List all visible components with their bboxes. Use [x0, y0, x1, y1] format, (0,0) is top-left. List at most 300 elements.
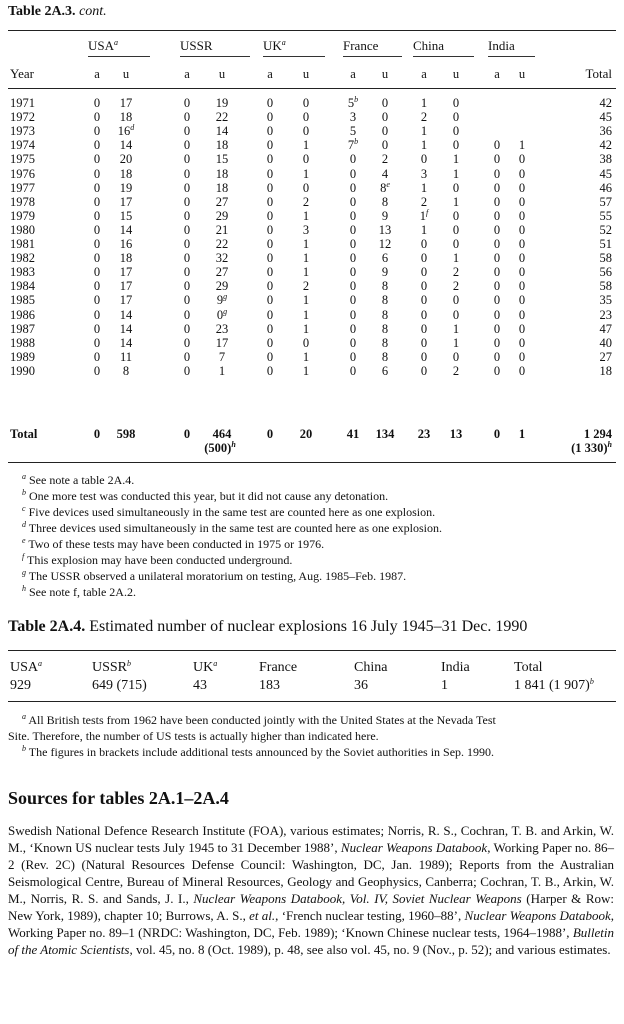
- table-2a4-bottom-rule: [8, 701, 616, 702]
- row-cell: 0: [452, 293, 460, 308]
- summary-value: 929: [10, 678, 31, 693]
- row-cell: 18: [215, 166, 229, 181]
- row-cell: 2: [381, 152, 389, 167]
- row-cell: 6: [381, 251, 389, 266]
- row-year: 1982: [10, 251, 35, 266]
- table-row: [0, 364, 624, 378]
- row-cell: 0: [183, 335, 191, 350]
- summary-value: 36: [354, 678, 368, 693]
- row-cell: 8e: [380, 179, 390, 195]
- total-cell: 0: [266, 427, 274, 441]
- row-cell: 1: [302, 363, 310, 378]
- row-cell: 0: [493, 293, 501, 308]
- sub-header-a: a: [184, 67, 190, 81]
- row-cell: 0: [183, 363, 191, 378]
- source-text: , ‘French nuclear testing, 1960–88’,: [275, 908, 465, 923]
- row-cell: 1$^f$: [419, 207, 429, 223]
- row-cell: 0: [420, 152, 428, 167]
- row-cell: 9$^g$: [216, 292, 228, 308]
- row-cell: 1: [302, 138, 310, 153]
- row-cell: 0: [518, 335, 526, 350]
- footnote-mark: g: [223, 292, 228, 302]
- row-cell: 0: [93, 349, 101, 364]
- row-cell: 0: [493, 222, 501, 237]
- row-cell: 0: [93, 96, 101, 110]
- row-cell: 32: [215, 251, 229, 266]
- row-cell: 0: [183, 194, 191, 209]
- row-cell: 0: [518, 237, 526, 251]
- row-cell: 0: [183, 321, 191, 336]
- row-cell: 0: [266, 279, 274, 294]
- row-total: 23: [599, 307, 612, 322]
- row-cell: 1: [452, 251, 460, 266]
- row-cell: 0: [302, 152, 310, 167]
- row-cell: 0: [420, 307, 428, 322]
- row-cell: 0: [93, 222, 101, 237]
- total-cell: 41: [346, 427, 360, 441]
- row-cell: 14: [119, 138, 133, 153]
- row-cell: 2: [420, 110, 428, 125]
- row-cell: 14: [119, 307, 133, 322]
- table-2a3-title: [8, 4, 107, 20]
- summary-value: 1: [441, 678, 448, 693]
- row-cell: 17: [119, 194, 133, 209]
- footnote-c: $^c$ Five devices used simultaneously in the same test are counted here as one explosion.: [22, 504, 436, 519]
- row-cell: 13: [378, 222, 392, 237]
- total-label: Total: [10, 427, 38, 441]
- row-total: 40: [599, 335, 612, 350]
- footnote-mark: b: [127, 659, 132, 668]
- footnote-mark: b: [22, 488, 26, 497]
- summary-header-ussr: USSR$^b$: [92, 659, 132, 675]
- summary-value: 649 (715): [92, 678, 147, 693]
- row-cell: 2: [302, 279, 310, 294]
- row-cell: 5$^b$: [347, 95, 359, 110]
- footnote-a: $^a$ See note a table 2A.4.: [22, 472, 135, 487]
- row-year: 1977: [10, 180, 35, 195]
- table-2a4-top-rule: [8, 650, 616, 651]
- row-total: 36: [599, 124, 612, 139]
- row-cell: 0: [381, 110, 389, 125]
- summary-footnote: Site. Therefore, the number of US tests is actually higher than indicated here.: [8, 729, 379, 743]
- row-cell: 1: [452, 152, 460, 167]
- row-cell: 19: [119, 180, 133, 195]
- row-cell: 18: [119, 110, 133, 125]
- row-cell: 2: [452, 265, 460, 280]
- source-text: , Working Paper no. 86–2 (Rev. 2C) (Natural Resources Defense Council: Washington, DC, Jan. 1989); Reports from the Australian Seismological Centre, Bureau of Mineral Resources, Geology and Geophysics, Canberra; Cochran, T. B., Arkin, W. M., Norris, R. S. and Sands, J. I.,: [8, 840, 614, 906]
- footnote-mark: a: [213, 659, 218, 668]
- row-year: 1973: [10, 124, 35, 139]
- row-total: 57: [599, 194, 612, 209]
- row-cell: 18: [119, 166, 133, 181]
- footnote-mark: f: [426, 207, 429, 217]
- row-cell: 0: [93, 152, 101, 167]
- row-cell: 1: [452, 166, 460, 181]
- row-cell: 21: [215, 222, 229, 237]
- row-cell: 0: [493, 138, 501, 153]
- row-cell: 2: [452, 279, 460, 294]
- row-cell: 0: [493, 180, 501, 195]
- row-year: 1980: [10, 222, 35, 237]
- country-group-rule: [413, 56, 474, 57]
- row-cell: 0: [302, 124, 310, 139]
- table-row: [0, 251, 624, 265]
- footnote-mark: d: [130, 123, 135, 133]
- row-cell: 0: [183, 208, 191, 223]
- country-header-usa: USA$^a$: [88, 38, 119, 53]
- sub-header-u: u: [302, 67, 310, 81]
- row-cell: 0: [420, 335, 428, 350]
- footnote-mark: h: [231, 440, 236, 449]
- row-cell: 2: [302, 194, 310, 209]
- sub-header-a: a: [421, 67, 427, 81]
- row-cell: 0: [349, 307, 357, 322]
- country-group-rule: [263, 56, 325, 57]
- footnote-mark: b: [589, 677, 594, 686]
- row-cell: 14: [119, 222, 133, 237]
- footnote-d: $^d$ Three devices used simultaneously in the same test are counted here as one explosion.: [22, 520, 442, 535]
- summary-header-france: France: [259, 660, 298, 675]
- row-cell: 0: [518, 265, 526, 280]
- summary-header-india: India: [441, 660, 470, 675]
- row-cell: 19: [215, 96, 229, 110]
- row-cell: 0: [349, 349, 357, 364]
- source-text: , vol. 45, no. 8 (Oct. 1989), p. 48, see also vol. 45, no. 9 (Nov., p. 52); and various estimates.: [129, 942, 611, 957]
- source-title: Nuclear Weapons Databook: [464, 908, 611, 923]
- footnote-mark: d: [22, 520, 26, 529]
- row-total: 55: [599, 208, 612, 223]
- row-total: 58: [599, 251, 612, 266]
- row-cell: 0: [518, 279, 526, 294]
- row-cell: 0: [493, 152, 501, 167]
- row-cell: 8: [381, 335, 389, 350]
- table-row: [0, 138, 624, 152]
- summary-header-usa: USA$^a$: [10, 659, 43, 675]
- row-cell: 0: [518, 180, 526, 195]
- row-cell: 0: [381, 96, 389, 110]
- row-cell: 1: [302, 307, 310, 322]
- row-cell: 0: [266, 124, 274, 139]
- row-cell: 0: [302, 335, 310, 350]
- row-cell: 0: [381, 124, 389, 139]
- row-cell: 1: [302, 293, 310, 308]
- row-year: 1986: [10, 307, 35, 322]
- footnote-mark: a: [22, 712, 26, 721]
- row-year: 1974: [10, 138, 35, 153]
- row-cell: 0: [420, 349, 428, 364]
- row-cell: 0: [302, 110, 310, 125]
- summary-value: 1 841 (1 907)$^b$: [514, 677, 594, 693]
- footnote-g: $^g$ The USSR observed a unilateral moratorium on testing, Aug. 1985–Feb. 1987.: [22, 568, 407, 583]
- row-cell: 0: [302, 96, 310, 110]
- table-top-rule: [8, 30, 616, 31]
- row-total: 46: [599, 180, 612, 195]
- total-cell: 0: [93, 427, 101, 441]
- row-cell: 0: [266, 251, 274, 266]
- row-year: 1987: [10, 321, 35, 336]
- row-cell: 0: [452, 138, 460, 153]
- source-text: , Working Paper no. 89–1 (NRDC: Washington, DC, Feb. 1989); ‘Known Chinese nuclear tests, 1964–1988’,: [8, 908, 614, 940]
- row-cell: 0: [452, 237, 460, 251]
- footnote-e: $^e$ Two of these tests may have been conducted in 1975 or 1976.: [22, 536, 325, 551]
- row-cell: 0: [518, 349, 526, 364]
- row-cell: 0: [266, 152, 274, 167]
- total-cell: 1: [518, 427, 526, 441]
- row-cell: 0: [183, 124, 191, 139]
- row-cell: 17: [119, 293, 133, 308]
- row-cell: 0: [493, 335, 501, 350]
- row-cell: 7$^b$: [347, 137, 359, 153]
- row-cell: 1: [420, 96, 428, 110]
- row-cell: 0: [266, 349, 274, 364]
- row-cell: 0: [349, 194, 357, 209]
- row-cell: 1: [420, 180, 428, 195]
- row-total: 38: [599, 152, 612, 167]
- footnote-mark: a: [22, 472, 26, 481]
- row-cell: 0: [518, 251, 526, 266]
- row-cell: 0: [183, 293, 191, 308]
- footnote-h: $^h$ See note f, table 2A.2.: [22, 584, 136, 599]
- table-row: [0, 279, 624, 293]
- country-group-rule: [88, 56, 150, 57]
- footnote-mark: b: [354, 95, 359, 104]
- footnote-mark: g: [22, 568, 26, 577]
- row-cell: 7: [218, 349, 226, 364]
- source-text: Swedish National Defence Research Institute (FOA), various estimates; Norris, R. S., Cochran, T. B. and Arkin, W. M., ‘Known US nuclear tests July 1945 to 31 December 1988’,: [8, 823, 614, 855]
- row-cell: 15: [119, 208, 133, 223]
- table-row: [0, 223, 624, 237]
- row-cell: 0: [302, 180, 310, 195]
- row-year: 1984: [10, 279, 35, 294]
- summary-value: 183: [259, 678, 280, 693]
- row-cell: 0: [183, 138, 191, 153]
- grand-total: 1 294: [583, 427, 612, 441]
- summary-value: 43: [193, 678, 207, 693]
- table-row: [0, 265, 624, 279]
- row-cell: 1: [218, 363, 226, 378]
- row-total: 45: [599, 166, 612, 181]
- row-cell: 0: [93, 321, 101, 336]
- summary-header-uk: $UK^a$: [193, 659, 218, 675]
- table-row: [0, 110, 624, 124]
- table-row: [0, 336, 624, 350]
- total-cell: 464: [212, 427, 232, 441]
- row-cell: 0: [266, 265, 274, 280]
- row-cell: 0: [493, 321, 501, 336]
- row-cell: 14: [119, 335, 133, 350]
- row-cell: 0: [349, 265, 357, 280]
- row-cell: 1: [302, 265, 310, 280]
- row-cell: 17: [215, 335, 229, 350]
- row-cell: 8: [122, 363, 130, 378]
- row-cell: 0: [349, 279, 357, 294]
- footnote-mark: e: [22, 536, 26, 545]
- row-total: 58: [599, 279, 612, 294]
- row-cell: 0: [93, 180, 101, 195]
- row-cell: 0: [493, 237, 501, 251]
- row-cell: 0: [183, 166, 191, 181]
- row-total: 27: [599, 349, 612, 364]
- row-cell: 0: [266, 222, 274, 237]
- sub-header-u: u: [381, 67, 389, 81]
- row-cell: 0: [183, 307, 191, 322]
- row-cell: 0: [93, 110, 101, 125]
- row-cell: 0: [493, 166, 501, 181]
- row-cell: 0: [518, 222, 526, 237]
- row-year: 1989: [10, 349, 35, 364]
- sub-header-a: a: [350, 67, 356, 81]
- row-cell: 0: [266, 363, 274, 378]
- sub-header-u: u: [518, 67, 526, 81]
- row-cell: 0: [452, 222, 460, 237]
- sub-header-u: u: [218, 67, 226, 81]
- row-year: 1971: [10, 96, 35, 110]
- row-cell: 0: [349, 321, 357, 336]
- total-row: [0, 427, 624, 457]
- ussr-alt-total: $(500)^h$: [204, 440, 236, 455]
- country-header-india: India: [488, 38, 515, 53]
- row-cell: 0: [93, 279, 101, 294]
- table-2a3-number: Table 2A.3.: [8, 4, 76, 19]
- row-cell: 8: [381, 349, 389, 364]
- sub-header-a: a: [94, 67, 100, 81]
- row-cell: 0: [518, 293, 526, 308]
- row-cell: 17: [119, 96, 133, 110]
- table-row: [0, 152, 624, 166]
- country-header-uk: $UK^a$: [263, 38, 286, 53]
- row-cell: 8: [381, 279, 389, 294]
- row-cell: 27: [215, 265, 229, 280]
- row-cell: 18: [119, 251, 133, 266]
- summary-footnote: $^b$ The figures in brackets include additional tests announced by the Soviet authorities in Sep. 1990.: [22, 744, 495, 759]
- footnote-b: $^b$ One more test was conducted this year, but it did not cause any detonation.: [22, 488, 389, 503]
- total-cell: 0: [183, 427, 191, 441]
- row-cell: 0: [452, 349, 460, 364]
- table-bottom-rule: [8, 462, 616, 463]
- row-cell: 0: [266, 208, 274, 223]
- row-cell: 0: [518, 307, 526, 322]
- row-cell: 0: [420, 279, 428, 294]
- row-cell: 22: [215, 110, 229, 125]
- table-row: [0, 293, 624, 307]
- row-total: 42: [599, 96, 612, 110]
- summary-footnote: $^a$ All British tests from 1962 have been conducted jointly with the United States at the Nevada Test: [22, 712, 496, 727]
- row-cell: 0: [266, 110, 274, 125]
- row-cell: 0: [349, 335, 357, 350]
- row-cell: 0: [452, 307, 460, 322]
- source-title: Bulletin of the Atomic Scientists: [8, 925, 614, 957]
- table-row: [0, 96, 624, 110]
- row-cell: 1: [302, 251, 310, 266]
- row-cell: 0: [518, 208, 526, 223]
- row-cell: 0: [93, 237, 101, 251]
- row-cell: 0: [93, 208, 101, 223]
- row-cell: 3: [420, 166, 428, 181]
- row-cell: 0: [420, 237, 428, 251]
- row-cell: 0: [93, 166, 101, 181]
- row-year: 1976: [10, 166, 35, 181]
- row-cell: 12: [378, 237, 392, 251]
- table-row: [0, 322, 624, 336]
- total-cell: 598: [116, 427, 136, 441]
- row-cell: 0: [349, 363, 357, 378]
- country-group-rule: [488, 56, 535, 57]
- row-cell: 22: [215, 237, 229, 251]
- row-cell: 0: [266, 138, 274, 153]
- row-cell: 0: [349, 237, 357, 251]
- row-cell: 20: [119, 152, 133, 167]
- row-cell: 0: [452, 96, 460, 110]
- row-cell: 0: [183, 96, 191, 110]
- table-row: [0, 209, 624, 223]
- row-year: 1975: [10, 152, 35, 167]
- row-cell: 0: [183, 265, 191, 280]
- table-2a4-number: Table 2A.4.: [8, 618, 86, 635]
- table-row: [0, 308, 624, 322]
- row-cell: 0: [493, 251, 501, 266]
- row-cell: 0: [349, 293, 357, 308]
- row-cell: 3: [349, 110, 357, 125]
- source-title: Nuclear Weapons Databook, Vol. IV, Soviet Nuclear Weapons: [193, 891, 522, 906]
- table-2a4-title: [8, 618, 527, 636]
- row-cell: 1: [420, 222, 428, 237]
- row-cell: 0: [266, 96, 274, 110]
- row-cell: 27: [215, 194, 229, 209]
- row-cell: 0: [349, 251, 357, 266]
- country-group-rule: [180, 56, 250, 57]
- row-cell: 0$^g$: [216, 306, 228, 322]
- row-cell: 0: [493, 265, 501, 280]
- row-cell: 17: [119, 279, 133, 294]
- summary-header-china: China: [354, 660, 388, 675]
- row-total: 35: [599, 293, 612, 308]
- row-cell: 0: [266, 180, 274, 195]
- country-header-china: China: [413, 38, 445, 53]
- row-cell: 1: [302, 237, 310, 251]
- footnote-mark: e: [386, 179, 390, 189]
- grand-alt-total: (1 330)$^h$: [571, 440, 612, 455]
- row-cell: 0: [420, 321, 428, 336]
- table-row: [0, 181, 624, 195]
- row-cell: 0: [452, 180, 460, 195]
- row-year: 1990: [10, 363, 35, 378]
- row-cell: 29: [215, 279, 229, 294]
- footnote-mark: f: [22, 552, 25, 561]
- row-cell: 0: [93, 335, 101, 350]
- row-cell: 0: [493, 194, 501, 209]
- table-row: [0, 124, 624, 138]
- row-cell: 0: [420, 265, 428, 280]
- total-cell: 134: [375, 427, 395, 441]
- table-2a3-cont: cont.: [79, 4, 107, 19]
- row-cell: 14: [119, 321, 133, 336]
- row-cell: 0: [183, 222, 191, 237]
- row-cell: 16: [119, 237, 133, 251]
- source-title: et al.: [249, 908, 276, 923]
- row-cell: 0: [183, 237, 191, 251]
- row-total: 18: [599, 363, 612, 378]
- row-cell: 0: [93, 293, 101, 308]
- country-header-ussr: USSR: [180, 38, 213, 53]
- row-cell: 1: [302, 166, 310, 181]
- footnote-mark: c: [22, 504, 26, 513]
- row-cell: 0: [93, 194, 101, 209]
- footnote-mark: b: [354, 137, 359, 147]
- footnote-mark: a: [281, 38, 286, 47]
- footnote-mark: a: [114, 38, 119, 47]
- total-header: Total: [585, 66, 612, 81]
- total-cell: 13: [449, 427, 463, 441]
